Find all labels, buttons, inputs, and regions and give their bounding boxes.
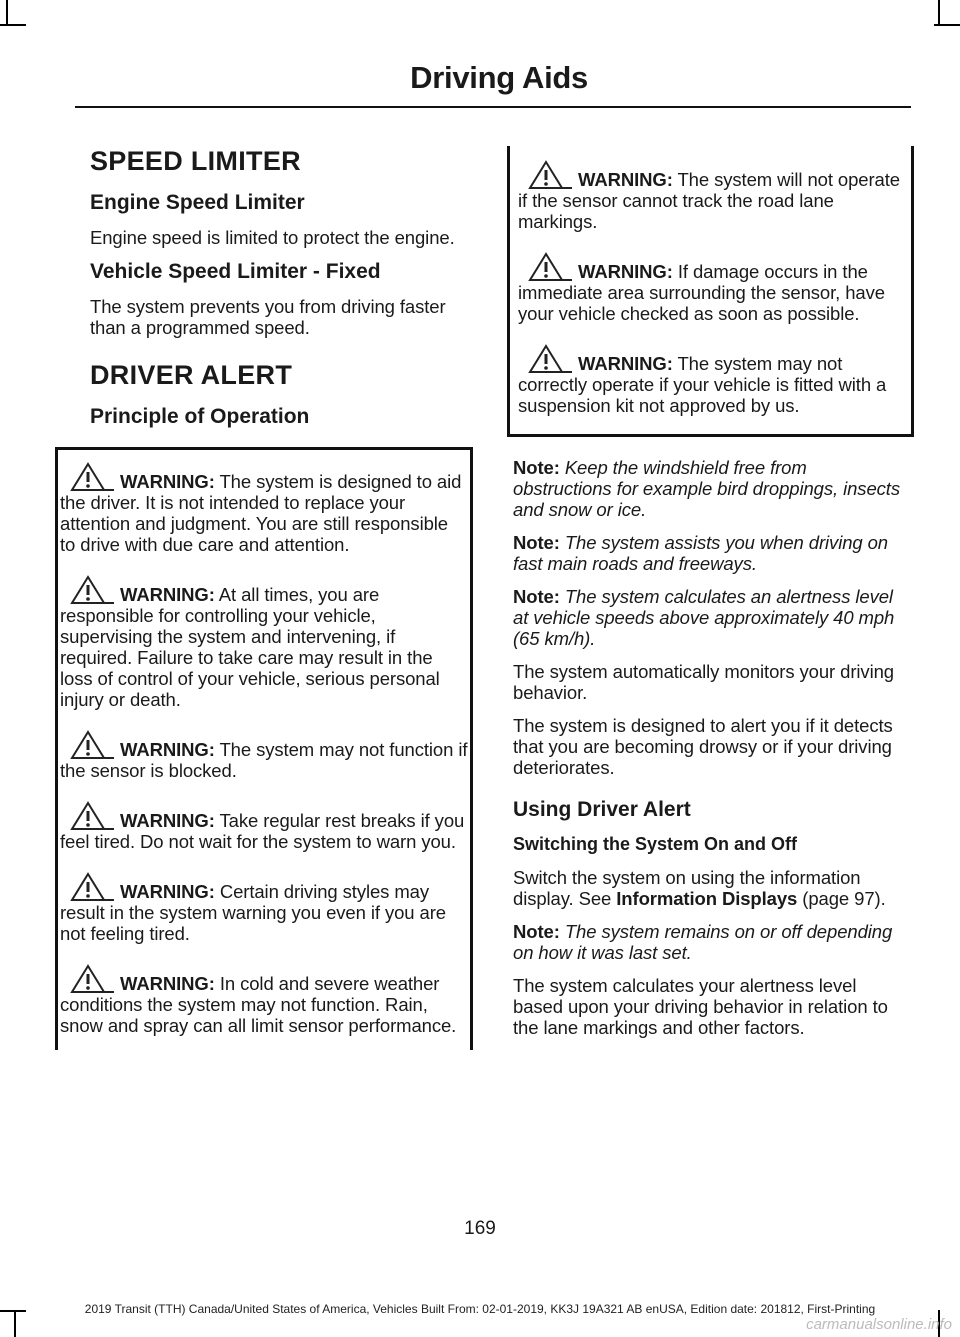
warning-label: WARNING: bbox=[578, 261, 673, 282]
right-column bbox=[513, 146, 910, 1050]
warning-text: At all times, you are responsible for controlling your vehicle, supervising the system and intervening, if required. Failure to take care may result in the loss of control of your vehicle, serious personal injury or death. bbox=[60, 584, 440, 710]
crop-mark bbox=[0, 24, 26, 26]
subheading-switching-on-off: Switching the System On and Off bbox=[513, 834, 798, 854]
section-heading-driver-alert: DRIVER ALERT bbox=[90, 360, 293, 390]
warning-item bbox=[60, 575, 468, 710]
warning-triangle-icon bbox=[70, 964, 114, 994]
note-label: Note: bbox=[513, 586, 560, 607]
warning-triangle-icon bbox=[70, 872, 114, 902]
crop-mark bbox=[934, 24, 960, 26]
note-text: The system assists you when driving on fast main roads and freeways. bbox=[513, 532, 888, 574]
warning-triangle-icon bbox=[70, 575, 114, 605]
switch-page-ref: (page 97). bbox=[797, 888, 886, 909]
note-remains-on-off bbox=[513, 921, 910, 963]
crop-mark bbox=[6, 0, 8, 26]
note-text: The system calculates an alertness level at vehicle speeds above approximately 40 mph (65 km/h). bbox=[513, 586, 895, 649]
warning-text: Take regular rest breaks if you feel tired. Do not wait for the system to warn you. bbox=[60, 810, 465, 852]
subheading-engine-speed-limiter: Engine Speed Limiter bbox=[90, 191, 305, 214]
warning-triangle-icon bbox=[528, 252, 572, 282]
warning-text: In cold and severe weather conditions the system may not function. Rain, snow and spray can all limit sensor performance. bbox=[60, 973, 457, 1036]
note-alertness-speed bbox=[513, 586, 910, 649]
warning-text: The system is designed to aid the driver. It is not intended to replace your attention and judgment. You are still responsible to drive with due care and attention. bbox=[60, 471, 462, 555]
footer-edition-info: 2019 Transit (TTH) Canada/United States of America, Vehicles Built From: 02-01-2019, KK3J 19A321 AB enUSA, Edition date: 201812, First-Printing bbox=[84, 1302, 876, 1316]
warning-triangle-icon bbox=[70, 730, 114, 760]
warning-text: The system may not function if the sensor is blocked. bbox=[60, 739, 468, 781]
warning-label: WARNING: bbox=[578, 169, 673, 190]
warning-label: WARNING: bbox=[120, 973, 215, 994]
paragraph-engine-speed: Engine speed is limited to protect the engine. bbox=[90, 227, 455, 248]
header-divider bbox=[75, 106, 911, 108]
page-number: 169 bbox=[464, 1218, 496, 1239]
paragraph-vehicle-speed: The system prevents you from driving faster than a programmed speed. bbox=[90, 296, 446, 338]
crop-mark bbox=[938, 0, 940, 26]
subheading-vehicle-speed-limiter: Vehicle Speed Limiter - Fixed bbox=[90, 260, 381, 283]
warning-item bbox=[518, 252, 905, 324]
warning-label: WARNING: bbox=[120, 881, 215, 902]
warning-text: If damage occurs in the immediate area surrounding the sensor, have your vehicle checked as soon as possible. bbox=[518, 261, 885, 324]
warning-triangle-icon bbox=[528, 160, 572, 190]
warning-triangle-icon bbox=[70, 801, 114, 831]
page-title: Driving Aids bbox=[410, 60, 588, 95]
note-fast-roads bbox=[513, 532, 910, 574]
warning-triangle-icon bbox=[70, 462, 114, 492]
warning-item bbox=[60, 872, 468, 944]
paragraph-monitors: The system automatically monitors your driving behavior. bbox=[513, 661, 894, 703]
left-column bbox=[60, 146, 470, 1050]
warning-text: The system may not correctly operate if your vehicle is fitted with a suspension kit not approved by us. bbox=[518, 353, 887, 416]
note-label: Note: bbox=[513, 532, 560, 553]
information-displays-link[interactable]: Information Displays bbox=[616, 888, 798, 909]
note-text: The system remains on or off depending on how it was last set. bbox=[513, 921, 893, 963]
note-windshield bbox=[513, 457, 910, 520]
warning-label: WARNING: bbox=[120, 584, 215, 605]
note-label: Note: bbox=[513, 921, 560, 942]
warning-box bbox=[507, 146, 914, 437]
warning-label: WARNING: bbox=[120, 739, 215, 760]
note-label: Note: bbox=[513, 457, 560, 478]
warning-triangle-icon bbox=[528, 344, 572, 374]
switch-text: Switch the system on using the information display. See bbox=[513, 867, 861, 909]
warning-text: The system will not operate if the sensor cannot track the road lane markings. bbox=[518, 169, 900, 232]
warning-box bbox=[55, 447, 473, 1050]
subheading-using-driver-alert: Using Driver Alert bbox=[513, 798, 691, 821]
warning-label: WARNING: bbox=[120, 810, 215, 831]
subheading-principle-of-operation: Principle of Operation bbox=[90, 405, 310, 428]
paragraph-switch bbox=[513, 867, 910, 909]
warning-item bbox=[60, 964, 468, 1036]
section-heading-speed-limiter: SPEED LIMITER bbox=[90, 146, 301, 176]
warning-item bbox=[518, 160, 905, 232]
warning-item bbox=[518, 344, 905, 416]
watermark: carmanualsonline.info bbox=[806, 1316, 952, 1333]
note-text: Keep the windshield free from obstructions for example bird droppings, insects and snow or ice. bbox=[513, 457, 900, 520]
warning-text: Certain driving styles may result in the system warning you even if you are not feeling tired. bbox=[60, 881, 446, 944]
warning-label: WARNING: bbox=[578, 353, 673, 374]
warning-label: WARNING: bbox=[120, 471, 215, 492]
warning-item bbox=[60, 730, 468, 781]
warning-item bbox=[60, 462, 468, 555]
paragraph-designed-to-alert: The system is designed to alert you if it detects that you are becoming drowsy or if your driving deteriorates. bbox=[513, 715, 893, 778]
warning-item bbox=[60, 801, 468, 852]
paragraph-calculates: The system calculates your alertness level based upon your driving behavior in relation to the lane markings and other factors. bbox=[513, 975, 888, 1038]
